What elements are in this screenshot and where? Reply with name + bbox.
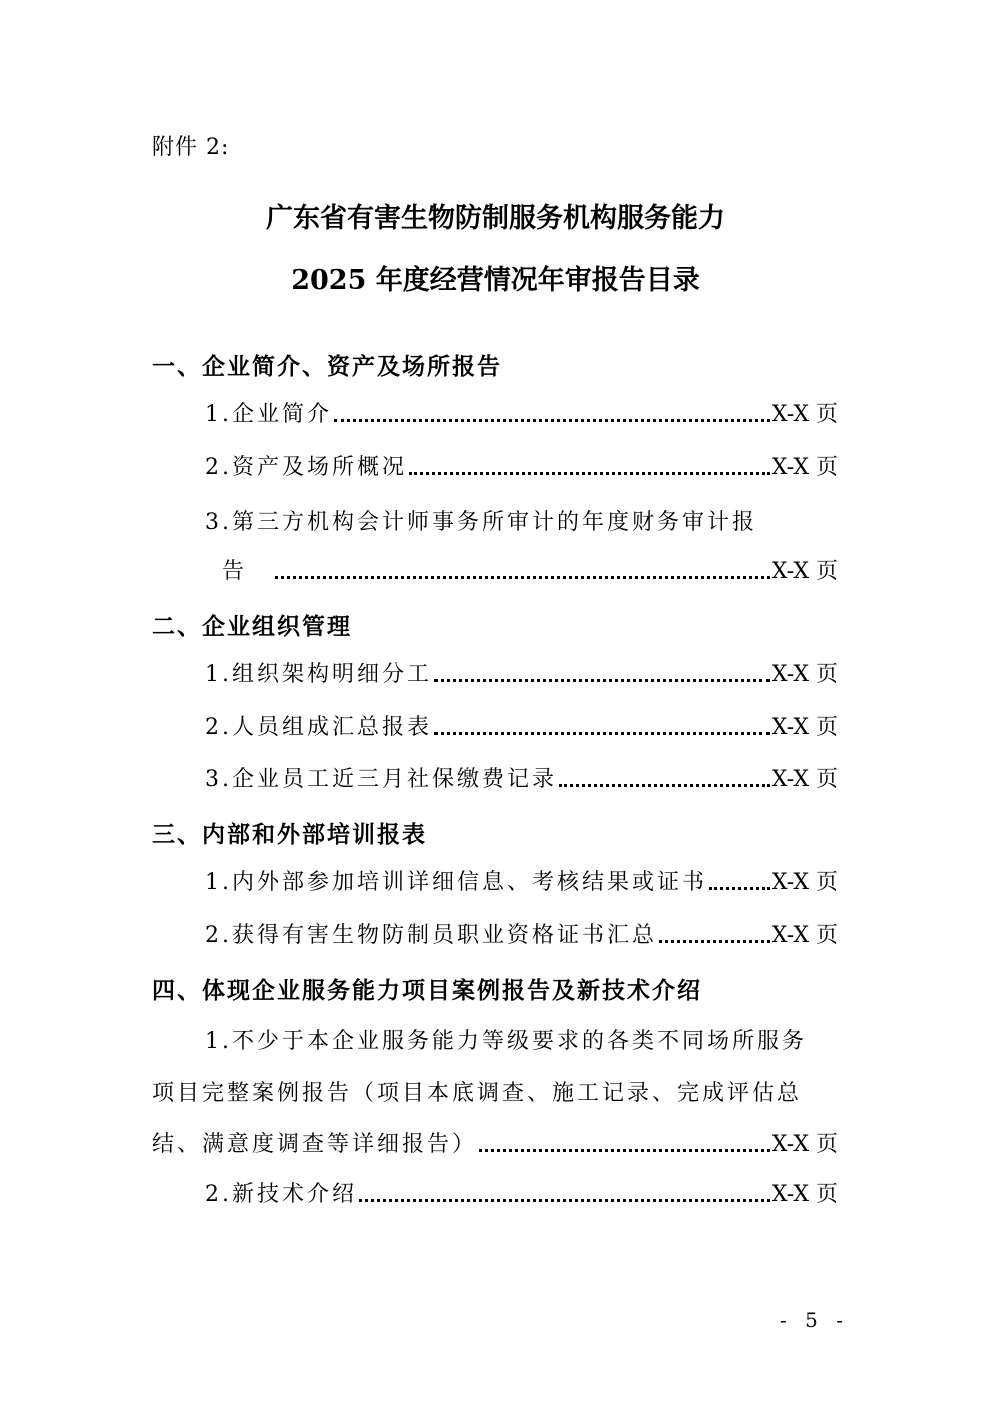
toc-entry-page: X-X 页 bbox=[771, 1182, 838, 1207]
toc-entry-label: 2.获得有害生物防制员职业资格证书汇总 bbox=[205, 923, 657, 948]
dot-leader bbox=[334, 419, 770, 422]
toc-entry bbox=[205, 864, 838, 896]
toc-entry-label: 1.组织架构明细分工 bbox=[205, 662, 432, 687]
toc-entry-page: X-X 页 bbox=[771, 715, 838, 740]
toc-entry bbox=[152, 1126, 838, 1158]
dot-leader bbox=[434, 732, 770, 735]
toc-entry-label: 2.新技术介绍 bbox=[205, 1182, 357, 1207]
toc-entry-label-line2: 告 bbox=[222, 559, 248, 584]
dot-leader bbox=[709, 887, 770, 890]
section-heading-3: 三、内部和外部培训报表 bbox=[152, 821, 427, 848]
toc-entry-label: 1.企业简介 bbox=[205, 402, 332, 427]
toc-entry-page: X-X 页 bbox=[771, 923, 838, 948]
toc-entry bbox=[205, 761, 838, 793]
toc-entry bbox=[222, 553, 838, 585]
toc-entry bbox=[205, 656, 838, 688]
dot-leader bbox=[275, 576, 770, 579]
toc-entry-label: 1.内外部参加培训详细信息、考核结果或证书 bbox=[205, 870, 707, 895]
title-line-2: 2025 年度经营情况年审报告目录 bbox=[291, 265, 700, 296]
toc-entry-label: 3.企业员工近三月社保缴费记录 bbox=[205, 767, 557, 792]
toc-entry-page: X-X 页 bbox=[771, 402, 838, 427]
toc-entry-label-line1: 3.第三方机构会计师事务所审计的年度财务审计报 bbox=[205, 510, 757, 535]
toc-entry bbox=[205, 709, 838, 741]
dot-leader bbox=[479, 1149, 770, 1152]
section-heading-1: 一、企业简介、资产及场所报告 bbox=[152, 353, 502, 380]
toc-entry-page: X-X 页 bbox=[771, 455, 838, 480]
title-line-1: 广东省有害生物防制服务机构服务能力 bbox=[266, 203, 725, 234]
toc-entry-label: 2.资产及场所概况 bbox=[205, 455, 407, 480]
toc-entry bbox=[205, 449, 838, 481]
page-number: - 5 - bbox=[780, 1308, 849, 1332]
dot-leader bbox=[409, 472, 770, 475]
toc-entry-label-line1: 1.不少于本企业服务能力等级要求的各类不同场所服务 bbox=[205, 1029, 807, 1054]
toc-entry-label-line2: 项目完整案例报告（项目本底调查、施工记录、完成评估总 bbox=[152, 1081, 803, 1106]
dot-leader bbox=[434, 679, 770, 682]
toc-entry bbox=[205, 1176, 838, 1208]
toc-entry bbox=[205, 396, 838, 428]
section-heading-2: 二、企业组织管理 bbox=[152, 613, 352, 640]
toc-entry-page: X-X 页 bbox=[771, 662, 838, 687]
section-heading-4: 四、体现企业服务能力项目案例报告及新技术介绍 bbox=[152, 977, 702, 1004]
toc-entry-label-line3: 结、满意度调查等详细报告） bbox=[152, 1132, 478, 1157]
toc-entry-page: X-X 页 bbox=[771, 767, 838, 792]
toc-entry-page: X-X 页 bbox=[771, 559, 838, 584]
toc-entry-page: X-X 页 bbox=[771, 1132, 838, 1157]
attachment-label: 附件 2: bbox=[152, 135, 230, 160]
toc-entry-label: 2.人员组成汇总报表 bbox=[205, 715, 432, 740]
toc-entry bbox=[205, 917, 838, 949]
toc-entry-page: X-X 页 bbox=[771, 870, 838, 895]
dot-leader bbox=[659, 940, 770, 943]
dot-leader bbox=[559, 784, 770, 787]
dot-leader bbox=[359, 1199, 770, 1202]
